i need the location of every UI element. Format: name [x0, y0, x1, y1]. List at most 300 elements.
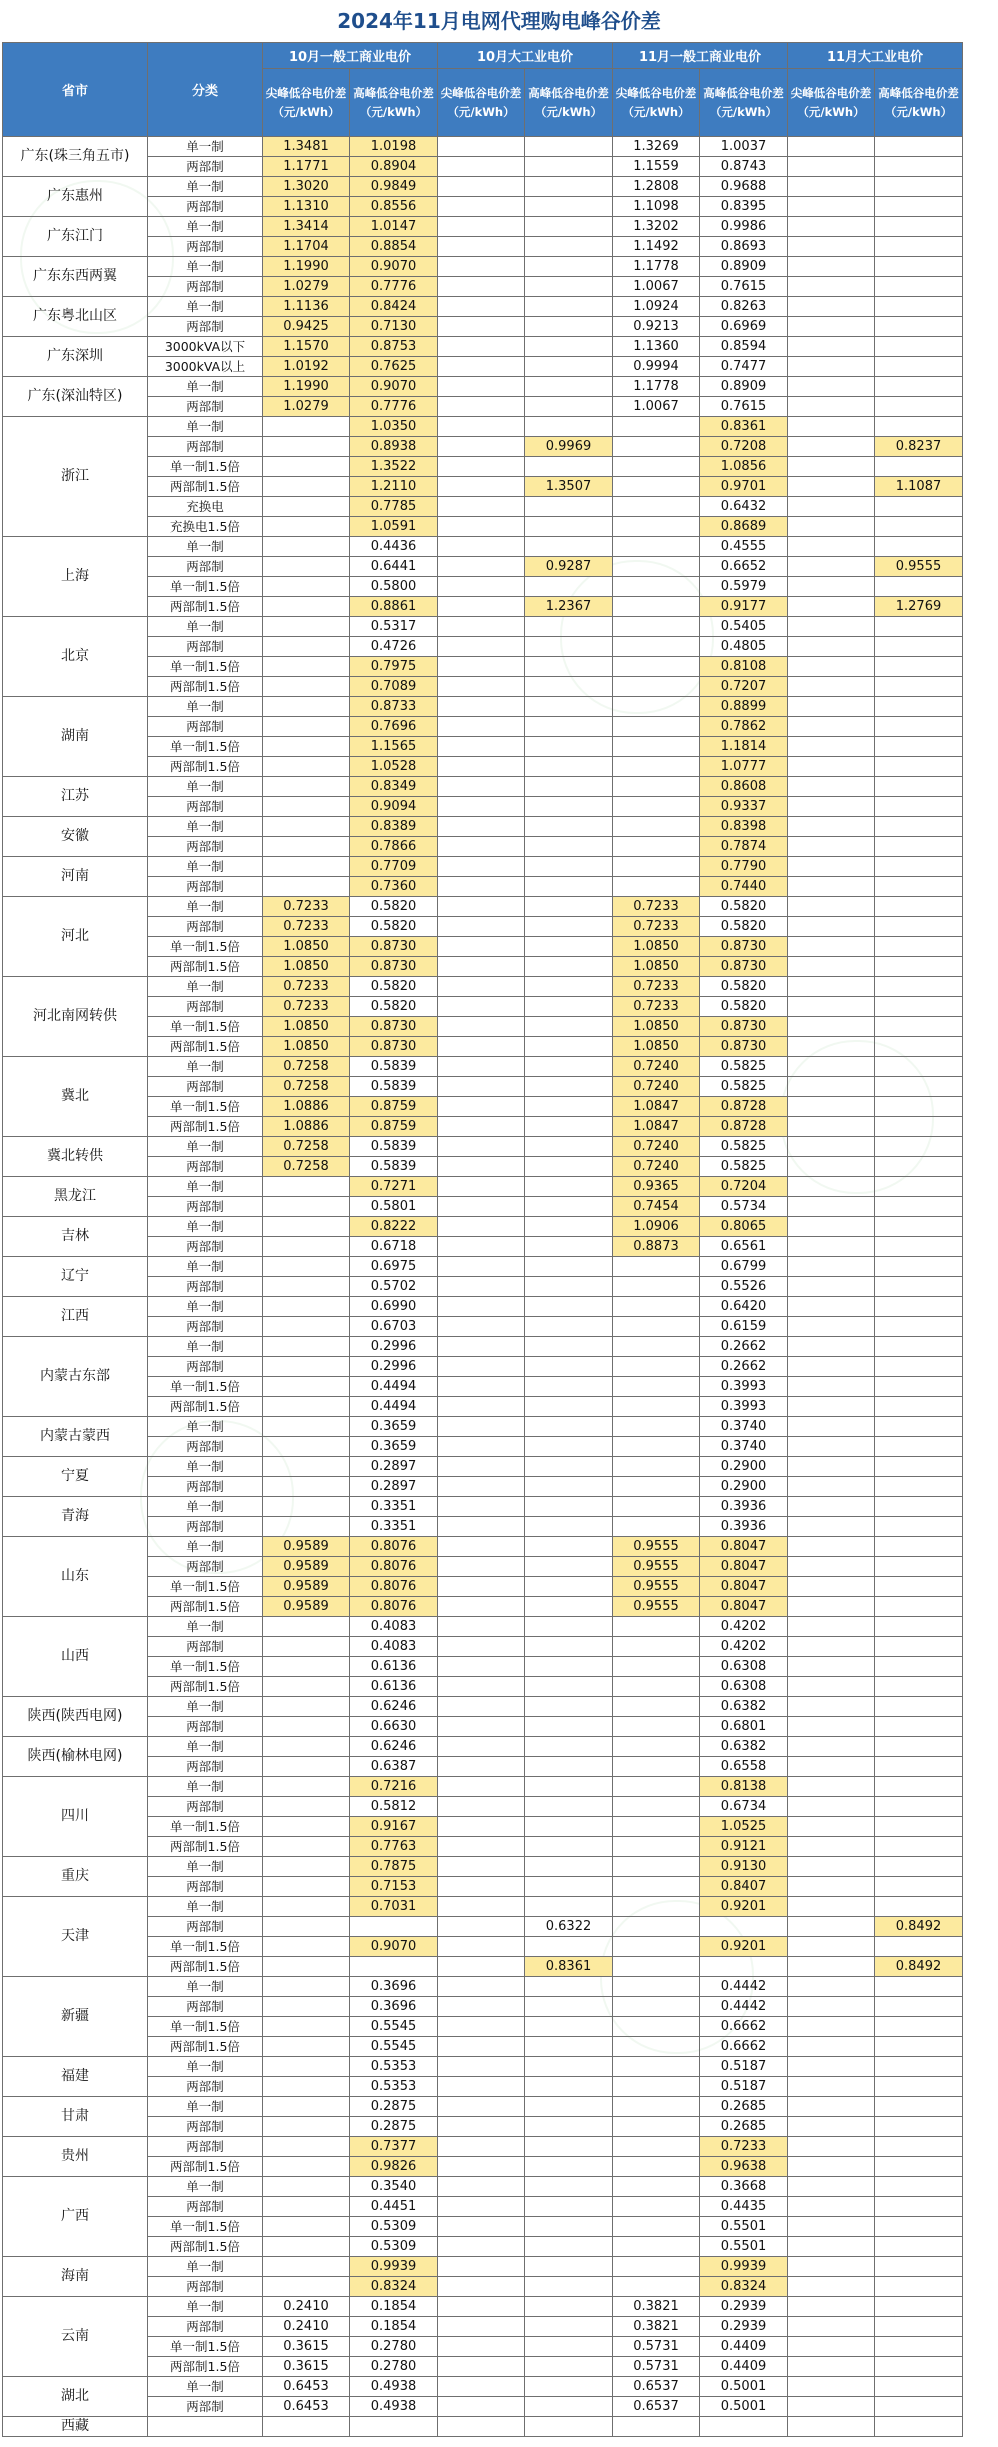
- table-row: [3, 617, 963, 637]
- value-cell: [525, 1797, 613, 1817]
- value-cell: 0.5545: [350, 2017, 438, 2037]
- table-row: [3, 857, 963, 877]
- value-cell: [613, 1817, 700, 1837]
- value-cell: [525, 1517, 613, 1537]
- value-cell: 0.7240: [613, 1077, 700, 1097]
- value-cell: 0.7153: [350, 1877, 438, 1897]
- value-cell: 0.7208: [700, 437, 788, 457]
- value-cell: 0.8395: [700, 197, 788, 217]
- value-cell: [438, 697, 525, 717]
- table-row: [3, 2097, 963, 2117]
- value-cell: [438, 2337, 525, 2357]
- value-cell: [788, 2257, 875, 2277]
- value-cell: [875, 1077, 963, 1097]
- value-cell: 0.8873: [613, 1237, 700, 1257]
- value-cell: 0.5820: [700, 997, 788, 1017]
- value-cell: [875, 377, 963, 397]
- province-cell: 陕西(榆林电网): [3, 1737, 148, 1777]
- value-cell: 0.9589: [263, 1557, 350, 1577]
- value-cell: [350, 1917, 438, 1937]
- value-cell: [263, 2197, 350, 2217]
- value-cell: [613, 1957, 700, 1977]
- value-cell: [263, 577, 350, 597]
- province-cell: 辽宁: [3, 1257, 148, 1297]
- value-cell: 1.3202: [613, 217, 700, 237]
- table-row: [3, 377, 963, 397]
- value-cell: [263, 1757, 350, 1777]
- value-cell: [875, 977, 963, 997]
- value-cell: [525, 1637, 613, 1657]
- value-cell: [438, 637, 525, 657]
- value-cell: 0.8398: [700, 817, 788, 837]
- value-cell: [438, 2217, 525, 2237]
- value-cell: [875, 797, 963, 817]
- value-cell: [613, 2177, 700, 2197]
- header-sub-peak-valley: 尖峰低谷电价差（元/kWh）: [263, 69, 350, 137]
- value-cell: 0.7454: [613, 1197, 700, 1217]
- value-cell: [788, 1437, 875, 1457]
- category-cell: 单一制: [148, 1897, 263, 1917]
- value-cell: 0.5825: [700, 1057, 788, 1077]
- value-cell: [613, 437, 700, 457]
- value-cell: [263, 1617, 350, 1637]
- value-cell: [788, 1177, 875, 1197]
- value-cell: [788, 797, 875, 817]
- value-cell: 0.5839: [350, 1157, 438, 1177]
- value-cell: 0.7477: [700, 357, 788, 377]
- value-cell: 0.2897: [350, 1477, 438, 1497]
- province-cell: 贵州: [3, 2137, 148, 2177]
- value-cell: 1.1360: [613, 337, 700, 357]
- value-cell: 0.7709: [350, 857, 438, 877]
- value-cell: [525, 1937, 613, 1957]
- value-cell: 0.9589: [263, 1577, 350, 1597]
- value-cell: [525, 1037, 613, 1057]
- table-row: [3, 2257, 963, 2277]
- province-cell: 青海: [3, 1497, 148, 1537]
- value-cell: 0.8759: [350, 1097, 438, 1117]
- value-cell: [875, 697, 963, 717]
- category-cell: 单一制1.5倍: [148, 737, 263, 757]
- value-cell: [263, 597, 350, 617]
- value-cell: 0.5820: [350, 897, 438, 917]
- value-cell: [263, 1217, 350, 1237]
- value-cell: [613, 1517, 700, 1537]
- value-cell: [788, 1577, 875, 1597]
- value-cell: 0.8047: [700, 1537, 788, 1557]
- value-cell: [263, 797, 350, 817]
- value-cell: [875, 617, 963, 637]
- value-cell: 0.6801: [700, 1717, 788, 1737]
- value-cell: [263, 2017, 350, 2037]
- table-row: [3, 2417, 963, 2437]
- category-cell: 两部制: [148, 2397, 263, 2417]
- value-cell: 0.4726: [350, 637, 438, 657]
- value-cell: [438, 177, 525, 197]
- value-cell: [263, 1417, 350, 1437]
- value-cell: [438, 1557, 525, 1577]
- value-cell: [525, 157, 613, 177]
- value-cell: [875, 1817, 963, 1837]
- value-cell: [438, 1117, 525, 1137]
- value-cell: [263, 1337, 350, 1357]
- value-cell: 0.8904: [350, 157, 438, 177]
- value-cell: [788, 557, 875, 577]
- value-cell: [788, 737, 875, 757]
- category-cell: 单一制1.5倍: [148, 2337, 263, 2357]
- value-cell: 0.8594: [700, 337, 788, 357]
- value-cell: [263, 2097, 350, 2117]
- value-cell: 0.9555: [613, 1577, 700, 1597]
- value-cell: 1.2110: [350, 477, 438, 497]
- value-cell: [525, 1717, 613, 1737]
- value-cell: 0.8730: [350, 957, 438, 977]
- value-cell: [875, 1577, 963, 1597]
- value-cell: [263, 1357, 350, 1377]
- value-cell: [788, 917, 875, 937]
- category-cell: 充换电: [148, 497, 263, 517]
- value-cell: [613, 2157, 700, 2177]
- value-cell: 0.9969: [525, 437, 613, 457]
- value-cell: [788, 2397, 875, 2417]
- value-cell: 0.9701: [700, 477, 788, 497]
- value-cell: [438, 2137, 525, 2157]
- category-cell: 单一制: [148, 257, 263, 277]
- value-cell: [875, 1097, 963, 1117]
- value-cell: [788, 1117, 875, 1137]
- value-cell: 0.4083: [350, 1637, 438, 1657]
- value-cell: [788, 477, 875, 497]
- value-cell: [525, 357, 613, 377]
- value-cell: [263, 1737, 350, 1757]
- value-cell: 1.0886: [263, 1097, 350, 1117]
- value-cell: [788, 957, 875, 977]
- value-cell: 1.0850: [613, 957, 700, 977]
- value-cell: [438, 377, 525, 397]
- province-cell: 广东东西两翼: [3, 257, 148, 297]
- value-cell: [525, 2237, 613, 2257]
- value-cell: [788, 377, 875, 397]
- value-cell: [788, 1917, 875, 1937]
- value-cell: 0.3696: [350, 1997, 438, 2017]
- value-cell: [875, 2197, 963, 2217]
- value-cell: [438, 677, 525, 697]
- value-cell: [438, 1997, 525, 2017]
- category-cell: 两部制1.5倍: [148, 2157, 263, 2177]
- value-cell: [438, 1337, 525, 1357]
- province-cell: 河南: [3, 857, 148, 897]
- value-cell: 0.7233: [613, 977, 700, 997]
- value-cell: 0.6453: [263, 2377, 350, 2397]
- value-cell: [263, 1777, 350, 1797]
- table-row: [3, 1977, 963, 1997]
- value-cell: 0.4409: [700, 2357, 788, 2377]
- value-cell: [525, 1057, 613, 1077]
- value-cell: 1.3507: [525, 477, 613, 497]
- value-cell: 1.0850: [263, 1017, 350, 1037]
- category-cell: 单一制: [148, 1737, 263, 1757]
- value-cell: 0.8759: [350, 1117, 438, 1137]
- value-cell: [438, 1057, 525, 1077]
- value-cell: 1.2367: [525, 597, 613, 617]
- value-cell: [875, 237, 963, 257]
- category-cell: 两部制: [148, 717, 263, 737]
- value-cell: [438, 2037, 525, 2057]
- province-cell: 广东(珠三角五市): [3, 137, 148, 177]
- value-cell: [438, 197, 525, 217]
- value-cell: [350, 1957, 438, 1977]
- value-cell: [525, 1537, 613, 1557]
- value-cell: [438, 157, 525, 177]
- value-cell: [875, 1137, 963, 1157]
- value-cell: 0.5839: [350, 1137, 438, 1157]
- value-cell: [875, 2097, 963, 2117]
- value-cell: [438, 1657, 525, 1677]
- value-cell: [263, 737, 350, 757]
- value-cell: [438, 2177, 525, 2197]
- value-cell: 0.2410: [263, 2317, 350, 2337]
- value-cell: 0.6734: [700, 1797, 788, 1817]
- category-cell: 两部制1.5倍: [148, 1037, 263, 1057]
- value-cell: [525, 1817, 613, 1837]
- value-cell: 0.7377: [350, 2137, 438, 2157]
- category-cell: 两部制: [148, 2317, 263, 2337]
- value-cell: [788, 497, 875, 517]
- value-cell: [875, 957, 963, 977]
- value-cell: [525, 637, 613, 657]
- value-cell: [788, 137, 875, 157]
- value-cell: [788, 297, 875, 317]
- value-cell: [438, 257, 525, 277]
- value-cell: 0.9121: [700, 1837, 788, 1857]
- value-cell: [525, 1457, 613, 1477]
- value-cell: [788, 1977, 875, 1997]
- value-cell: [875, 2037, 963, 2057]
- value-cell: 0.5353: [350, 2057, 438, 2077]
- header-province: 省市: [3, 43, 148, 137]
- value-cell: [438, 2017, 525, 2037]
- category-cell: 单一制: [148, 817, 263, 837]
- category-cell: 单一制: [148, 1977, 263, 1997]
- province-cell: 河北南网转供: [3, 977, 148, 1057]
- value-cell: [263, 437, 350, 457]
- value-cell: [525, 137, 613, 157]
- value-cell: [263, 777, 350, 797]
- value-cell: [875, 537, 963, 557]
- value-cell: [438, 517, 525, 537]
- category-cell: 单一制1.5倍: [148, 1377, 263, 1397]
- value-cell: [438, 977, 525, 997]
- category-cell: 单一制1.5倍: [148, 1937, 263, 1957]
- value-cell: [788, 1397, 875, 1417]
- value-cell: 0.5825: [700, 1077, 788, 1097]
- category-cell: 两部制1.5倍: [148, 2237, 263, 2257]
- value-cell: [263, 1917, 350, 1937]
- value-cell: [525, 1597, 613, 1617]
- value-cell: [525, 1377, 613, 1397]
- value-cell: [525, 1497, 613, 1517]
- table-row: [3, 1497, 963, 1517]
- value-cell: [788, 2077, 875, 2097]
- value-cell: [875, 1597, 963, 1617]
- value-cell: 1.0847: [613, 1097, 700, 1117]
- value-cell: [788, 937, 875, 957]
- value-cell: [525, 2297, 613, 2317]
- value-cell: [875, 1337, 963, 1357]
- category-cell: 单一制: [148, 377, 263, 397]
- value-cell: [525, 1217, 613, 1237]
- value-cell: 0.5702: [350, 1277, 438, 1297]
- value-cell: 0.7240: [613, 1157, 700, 1177]
- value-cell: [613, 617, 700, 637]
- value-cell: 0.9201: [700, 1937, 788, 1957]
- value-cell: 0.3821: [613, 2317, 700, 2337]
- value-cell: [438, 857, 525, 877]
- value-cell: 0.6799: [700, 1257, 788, 1277]
- value-cell: 0.5820: [350, 917, 438, 937]
- value-cell: [875, 1777, 963, 1797]
- category-cell: 单一制: [148, 1457, 263, 1477]
- value-cell: [525, 2017, 613, 2037]
- value-cell: 0.6159: [700, 1317, 788, 1337]
- value-cell: [875, 1497, 963, 1517]
- value-cell: 0.9167: [350, 1817, 438, 1837]
- value-cell: 0.2662: [700, 1337, 788, 1357]
- value-cell: 0.6308: [700, 1657, 788, 1677]
- value-cell: 0.7233: [263, 977, 350, 997]
- value-cell: 0.7233: [263, 917, 350, 937]
- value-cell: [613, 2097, 700, 2117]
- province-cell: 浙江: [3, 417, 148, 537]
- value-cell: [875, 2057, 963, 2077]
- value-cell: 0.3740: [700, 1417, 788, 1437]
- value-cell: [875, 1617, 963, 1637]
- value-cell: [875, 1997, 963, 2017]
- value-cell: [788, 877, 875, 897]
- value-cell: [525, 917, 613, 937]
- category-cell: 单一制: [148, 1537, 263, 1557]
- table-row: [3, 217, 963, 237]
- value-cell: 0.5001: [700, 2397, 788, 2417]
- value-cell: [875, 837, 963, 857]
- value-cell: 0.5820: [700, 977, 788, 997]
- value-cell: [875, 1457, 963, 1477]
- value-cell: [263, 837, 350, 857]
- value-cell: 0.8854: [350, 237, 438, 257]
- value-cell: [525, 617, 613, 637]
- value-cell: [525, 1017, 613, 1037]
- value-cell: 0.8743: [700, 157, 788, 177]
- category-cell: 两部制: [148, 1877, 263, 1897]
- category-cell: 单一制: [148, 1177, 263, 1197]
- value-cell: 0.9365: [613, 1177, 700, 1197]
- value-cell: 0.7240: [613, 1057, 700, 1077]
- value-cell: [438, 497, 525, 517]
- category-cell: 两部制: [148, 1077, 263, 1097]
- value-cell: [875, 777, 963, 797]
- value-cell: [438, 877, 525, 897]
- value-cell: [613, 2057, 700, 2077]
- value-cell: [525, 777, 613, 797]
- value-cell: [613, 2257, 700, 2277]
- value-cell: [613, 2017, 700, 2037]
- value-cell: [525, 257, 613, 277]
- value-cell: [525, 217, 613, 237]
- value-cell: 0.6975: [350, 1257, 438, 1277]
- value-cell: [438, 1437, 525, 1457]
- value-cell: 0.1854: [350, 2297, 438, 2317]
- value-cell: 1.1565: [350, 737, 438, 757]
- value-cell: [613, 2417, 700, 2437]
- value-cell: 1.0525: [700, 1817, 788, 1837]
- table-row: [3, 1057, 963, 1077]
- category-cell: 单一制: [148, 697, 263, 717]
- value-cell: [438, 1277, 525, 1297]
- province-cell: 四川: [3, 1777, 148, 1857]
- value-cell: [613, 817, 700, 837]
- value-cell: 0.5839: [350, 1077, 438, 1097]
- value-cell: [875, 357, 963, 377]
- category-cell: 单一制1.5倍: [148, 1817, 263, 1837]
- category-cell: 单一制1.5倍: [148, 1657, 263, 1677]
- value-cell: 0.5820: [700, 897, 788, 917]
- value-cell: 0.6246: [350, 1737, 438, 1757]
- category-cell: 单一制: [148, 1337, 263, 1357]
- value-cell: [438, 1597, 525, 1617]
- value-cell: [613, 1317, 700, 1337]
- value-cell: [263, 1257, 350, 1277]
- value-cell: [263, 1717, 350, 1737]
- value-cell: 0.8730: [350, 1017, 438, 1037]
- value-cell: [263, 817, 350, 837]
- value-cell: [525, 177, 613, 197]
- value-cell: [525, 977, 613, 997]
- value-cell: [263, 2277, 350, 2297]
- category-cell: 两部制: [148, 2117, 263, 2137]
- value-cell: [438, 2297, 525, 2317]
- value-cell: [263, 537, 350, 557]
- category-cell: 两部制: [148, 397, 263, 417]
- value-cell: 0.8389: [350, 817, 438, 837]
- value-cell: [788, 1717, 875, 1737]
- value-cell: [788, 597, 875, 617]
- value-cell: [875, 1877, 963, 1897]
- value-cell: [525, 537, 613, 557]
- value-cell: 0.7440: [700, 877, 788, 897]
- value-cell: [263, 1477, 350, 1497]
- province-cell: 甘肃: [3, 2097, 148, 2137]
- value-cell: 0.7271: [350, 1177, 438, 1197]
- value-cell: 1.0279: [263, 277, 350, 297]
- value-cell: 0.9177: [700, 597, 788, 617]
- category-cell: 两部制: [148, 1917, 263, 1937]
- value-cell: [350, 2417, 438, 2437]
- value-cell: [875, 917, 963, 937]
- table-row: [3, 1137, 963, 1157]
- value-cell: 0.3668: [700, 2177, 788, 2197]
- value-cell: 1.0850: [613, 1017, 700, 1037]
- value-cell: [788, 317, 875, 337]
- value-cell: [875, 257, 963, 277]
- value-cell: 1.0777: [700, 757, 788, 777]
- value-cell: 1.1990: [263, 257, 350, 277]
- value-cell: [613, 1757, 700, 1777]
- category-cell: 两部制: [148, 2277, 263, 2297]
- value-cell: 1.0279: [263, 397, 350, 417]
- value-cell: [788, 1137, 875, 1157]
- value-cell: 0.5839: [350, 1057, 438, 1077]
- province-cell: 广东深圳: [3, 337, 148, 377]
